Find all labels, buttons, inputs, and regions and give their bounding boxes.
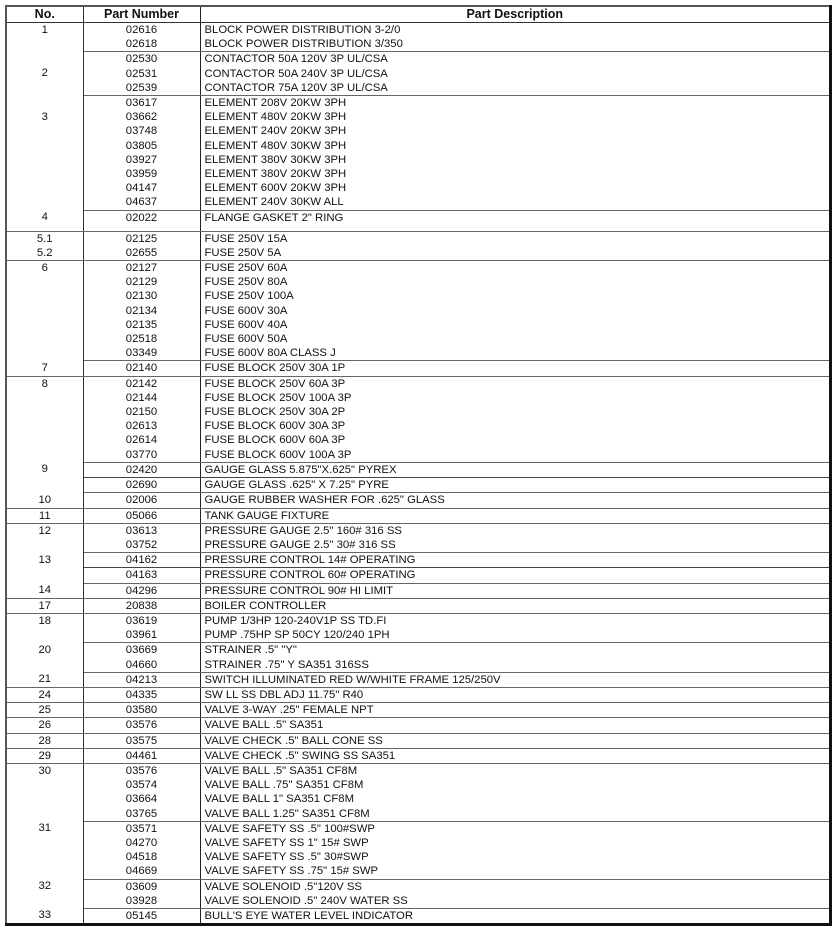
item-number	[6, 687, 83, 702]
table-row	[6, 748, 831, 763]
part-description: VALVE BALL .75" SA351 CF8M	[204, 779, 364, 792]
item-number	[6, 748, 83, 763]
item-number-label: 11	[38, 509, 51, 522]
part-description: FUSE 250V 80A	[204, 276, 288, 289]
part-description: TANK GAUGE FIXTURE	[200, 508, 831, 523]
part-number: 03576	[83, 718, 200, 733]
table-row	[6, 332, 831, 346]
part-number: 02129	[83, 275, 200, 289]
item-number-label: 13	[38, 553, 52, 566]
item-number-label: 31	[38, 822, 52, 835]
part-description: CONTACTOR 75A 120V 3P UL/CSA	[200, 81, 831, 96]
item-number	[6, 261, 83, 361]
part-number: 02518	[83, 332, 200, 346]
part-number: 02420	[83, 462, 200, 477]
table-row	[6, 139, 831, 153]
part-description: FUSE BLOCK 250V 60A 3P	[204, 377, 346, 390]
part-number: 02134	[83, 304, 200, 318]
part-description: PUMP 1/3HP 120-240V1P SS TD.FI	[204, 614, 387, 627]
table-row	[6, 405, 831, 419]
table-row	[6, 583, 831, 598]
item-number	[6, 733, 83, 748]
item-number	[6, 361, 83, 376]
item-number	[6, 908, 83, 924]
table-row	[6, 376, 831, 391]
part-description: SWITCH ILLUMINATED RED W/WHITE FRAME 125/250V	[200, 672, 831, 687]
part-description: FUSE BLOCK 250V 30A 1P	[200, 361, 831, 376]
item-number	[6, 210, 83, 231]
part-number: 03805	[83, 139, 200, 153]
item-number	[6, 376, 83, 462]
table-row	[6, 672, 831, 687]
table-row	[6, 778, 831, 792]
table-row	[6, 508, 831, 523]
table-row	[6, 153, 831, 167]
table-row	[6, 894, 831, 909]
part-number: 05145	[83, 908, 200, 924]
part-description: VALVE BALL .5" SA351	[200, 718, 831, 733]
item-number	[6, 672, 83, 687]
table-row	[6, 493, 831, 508]
part-description: ELEMENT 480V 20KW 3PH	[204, 111, 347, 124]
item-number-label: 3	[41, 110, 48, 123]
table-row	[6, 289, 831, 303]
table-row	[6, 478, 831, 493]
item-number-label: 32	[38, 880, 52, 893]
part-description: VALVE CHECK .5" BALL CONE SS	[200, 733, 831, 748]
part-description: ELEMENT 480V 30KW 3PH	[204, 139, 347, 152]
part-description: PRESSURE GAUGE 2.5" 160# 316 SS	[204, 524, 402, 537]
part-description: VALVE SAFETY SS 1" 15# SWP	[204, 836, 369, 849]
part-description: PUMP .75HP SP 50CY 120/240 1PH	[200, 628, 831, 643]
item-number	[6, 643, 83, 672]
item-number-label: 1	[41, 24, 48, 36]
table-row	[6, 318, 831, 332]
part-number: 02144	[83, 391, 200, 405]
item-number-label: 12	[38, 524, 52, 537]
parts-list-table	[5, 5, 832, 926]
item-number: 5.1	[6, 231, 83, 246]
part-number: 03349	[83, 346, 200, 361]
part-description: VALVE SOLENOID .5" 240V WATER SS	[200, 894, 831, 909]
part-number: 04296	[83, 583, 200, 598]
item-number	[6, 613, 83, 642]
part-number: 03752	[83, 538, 200, 553]
item-number-label: 14	[38, 584, 52, 597]
part-number: 03574	[83, 778, 200, 792]
part-description: BLOCK POWER DISTRIBUTION 3-2/0	[204, 24, 401, 36]
item-number-label: 10	[38, 493, 52, 506]
part-description: CONTACTOR 50A 120V 3P UL/CSA	[204, 53, 388, 66]
item-number-label: 4	[41, 211, 48, 224]
part-description: FUSE 250V 60A	[204, 262, 288, 275]
table-row	[6, 850, 831, 864]
part-description: ELEMENT 380V 30KW 3PH	[204, 153, 347, 166]
item-number	[6, 23, 83, 52]
part-number: 03765	[83, 807, 200, 822]
item-number	[6, 763, 83, 821]
part-number: 03959	[83, 167, 200, 181]
table-row	[6, 361, 831, 376]
part-description: FUSE BLOCK 600V 100A 3P	[200, 448, 831, 463]
table-row	[6, 110, 831, 124]
part-description: STRAINER .5" "Y"	[204, 644, 297, 657]
item-number	[6, 703, 83, 718]
part-number: 03617	[83, 96, 200, 111]
table-row	[6, 864, 831, 879]
table-row	[6, 391, 831, 405]
part-number: 03770	[83, 448, 200, 463]
part-description: VALVE BALL 1.25" SA351 CF8M	[200, 807, 831, 822]
item-number	[6, 462, 83, 492]
table-row	[6, 195, 831, 210]
header-no: No.	[6, 6, 83, 23]
part-description: STRAINER .75" Y SA351 316SS	[200, 658, 831, 673]
part-number: 02135	[83, 318, 200, 332]
part-description: FUSE 250V 5A	[200, 246, 831, 261]
part-number: 03961	[83, 628, 200, 643]
table-row	[6, 643, 831, 658]
item-number-label: 17	[38, 599, 52, 612]
item-number	[6, 493, 83, 508]
part-number: 03664	[83, 792, 200, 806]
part-number: 02616	[83, 23, 200, 38]
table-row	[6, 553, 831, 568]
part-number: 05066	[83, 508, 200, 523]
part-number: 02150	[83, 405, 200, 419]
part-description: FUSE BLOCK 250V 100A 3P	[204, 391, 352, 404]
item-number-label: 33	[38, 909, 52, 922]
item-number-label: 28	[38, 734, 52, 747]
item-number-label: 21	[38, 673, 52, 686]
item-number-label: 24	[38, 688, 52, 701]
part-number: 03580	[83, 703, 200, 718]
table-row	[6, 792, 831, 806]
table-row	[6, 433, 831, 447]
part-number: 02531	[83, 67, 200, 81]
part-description: ELEMENT 208V 20KW 3PH	[204, 97, 347, 110]
table-row	[6, 687, 831, 702]
part-description: BULL'S EYE WATER LEVEL INDICATOR	[200, 908, 831, 924]
table-row	[6, 304, 831, 318]
item-number	[6, 508, 83, 523]
table-row	[6, 275, 831, 289]
header-part-number: Part Number	[83, 6, 200, 23]
table-row	[6, 523, 831, 538]
part-description: FUSE 600V 30A	[204, 304, 288, 317]
part-number: 04270	[83, 836, 200, 850]
part-number: 04162	[83, 553, 200, 568]
part-description: FLANGE GASKET 2" RING	[200, 210, 831, 231]
part-number: 02614	[83, 433, 200, 447]
item-number-label: 7	[41, 361, 48, 374]
table-row	[6, 419, 831, 433]
table-row	[6, 96, 831, 111]
part-number: 02127	[83, 261, 200, 276]
part-description: FUSE 600V 50A	[204, 333, 288, 346]
item-number	[6, 583, 83, 598]
part-description: FUSE BLOCK 600V 30A 3P	[204, 420, 346, 433]
part-number: 04163	[83, 568, 200, 583]
part-number: 03669	[83, 643, 200, 658]
part-number: 02142	[83, 376, 200, 391]
part-number: 03575	[83, 733, 200, 748]
table-row	[6, 346, 831, 361]
part-description: FUSE 250V 15A	[204, 232, 288, 245]
part-number: 04669	[83, 864, 200, 879]
part-number: 02530	[83, 52, 200, 67]
part-description: PRESSURE GAUGE 2.5" 30# 316 SS	[200, 538, 831, 553]
table-row	[6, 613, 831, 628]
table-row	[6, 231, 831, 246]
part-number: 02130	[83, 289, 200, 303]
part-number: 04335	[83, 687, 200, 702]
part-number: 04660	[83, 658, 200, 673]
header-row	[6, 6, 831, 23]
part-description: GAUGE GLASS .625" X 7.25" PYRE	[200, 478, 831, 493]
table-row	[6, 52, 831, 67]
part-number: 02618	[83, 37, 200, 52]
part-number: 03571	[83, 821, 200, 836]
part-description: ELEMENT 240V 20KW 3PH	[204, 125, 347, 138]
part-description: SW LL SS DBL ADJ 11.75" R40	[200, 687, 831, 702]
part-description: GAUGE GLASS 5.875"X.625" PYREX	[200, 462, 831, 477]
item-number	[6, 52, 83, 96]
item-number	[6, 598, 83, 613]
part-description: VALVE BALL 1" SA351 CF8M	[204, 793, 354, 806]
part-description: VALVE BALL .5" SA351 CF8M	[204, 764, 358, 777]
item-number-label: 8	[41, 377, 48, 390]
part-number: 02613	[83, 419, 200, 433]
table-row	[6, 81, 831, 96]
part-description: BOILER CONTROLLER	[200, 598, 831, 613]
table-row	[6, 598, 831, 613]
table-row	[6, 733, 831, 748]
table-row	[6, 124, 831, 138]
part-description: PRESSURE CONTROL 90# HI LIMIT	[200, 583, 831, 598]
part-number: 20838	[83, 598, 200, 613]
part-description: FUSE BLOCK 250V 30A 2P	[204, 406, 346, 419]
item-number-label: 29	[38, 749, 52, 762]
part-description: GAUGE RUBBER WASHER FOR .625" GLASS	[200, 493, 831, 508]
item-number-label: 25	[38, 704, 52, 717]
part-description: FUSE 600V 80A CLASS J	[200, 346, 831, 361]
part-description: FUSE 250V 100A	[204, 290, 294, 303]
part-number: 04461	[83, 748, 200, 763]
item-number-label: 20	[38, 643, 52, 656]
table-row	[6, 210, 831, 231]
part-number: 02690	[83, 478, 200, 493]
table-row	[6, 448, 831, 463]
table-row	[6, 703, 831, 718]
item-number-label: 30	[38, 764, 52, 777]
parts-table-body	[6, 23, 831, 925]
item-number-label: 2	[41, 67, 48, 80]
part-description: ELEMENT 600V 20KW 3PH	[204, 182, 347, 195]
part-description: FUSE BLOCK 600V 60A 3P	[204, 434, 346, 447]
part-number: 02022	[83, 210, 200, 231]
table-row	[6, 628, 831, 643]
part-number: 04147	[83, 181, 200, 195]
table-row	[6, 538, 831, 553]
part-description: VALVE SAFETY SS .5" 30#SWP	[204, 851, 369, 864]
part-description: VALVE CHECK .5" SWING SS SA351	[200, 748, 831, 763]
table-row	[6, 37, 831, 52]
part-description: VALVE SOLENOID .5"120V SS	[204, 880, 362, 893]
table-row	[6, 462, 831, 477]
part-number: 03613	[83, 523, 200, 538]
table-row	[6, 181, 831, 195]
item-number	[6, 96, 83, 211]
item-number-label: 9	[41, 463, 48, 476]
table-row	[6, 821, 831, 836]
table-row	[6, 568, 831, 583]
item-number	[6, 553, 83, 583]
part-number: 04637	[83, 195, 200, 210]
table-row	[6, 807, 831, 822]
part-description: CONTACTOR 50A 240V 3P UL/CSA	[204, 67, 388, 80]
item-number	[6, 718, 83, 733]
item-number	[6, 821, 83, 879]
part-description: VALVE SAFETY SS .5" 100#SWP	[204, 822, 375, 835]
part-description: VALVE SAFETY SS .75" 15# SWP	[200, 864, 831, 879]
part-description: PRESSURE CONTROL 14# OPERATING	[200, 553, 831, 568]
item-number-label: 26	[38, 719, 52, 732]
part-number: 02125	[83, 231, 200, 246]
part-description: VALVE 3-WAY .25" FEMALE NPT	[200, 703, 831, 718]
part-description: ELEMENT 240V 30KW ALL	[200, 195, 831, 210]
table-row	[6, 658, 831, 673]
part-number: 04518	[83, 850, 200, 864]
part-description: ELEMENT 380V 20KW 3PH	[204, 168, 347, 181]
table-row	[6, 167, 831, 181]
part-number: 03576	[83, 763, 200, 778]
table-row	[6, 763, 831, 778]
table-row	[6, 879, 831, 894]
item-number-label: 6	[41, 262, 48, 275]
part-description: PRESSURE CONTROL 60# OPERATING	[200, 568, 831, 583]
part-number: 03619	[83, 613, 200, 628]
item-number	[6, 879, 83, 908]
table-row	[6, 261, 831, 276]
part-number: 03662	[83, 110, 200, 124]
table-row	[6, 908, 831, 924]
part-number: 02140	[83, 361, 200, 376]
item-number-label: 18	[38, 614, 52, 627]
item-number: 5.2	[6, 246, 83, 261]
item-number	[6, 523, 83, 552]
part-number: 03928	[83, 894, 200, 909]
table-row	[6, 718, 831, 733]
part-number: 02006	[83, 493, 200, 508]
part-number: 03609	[83, 879, 200, 894]
part-number: 04213	[83, 672, 200, 687]
part-number: 03927	[83, 153, 200, 167]
part-description: FUSE 600V 40A	[204, 318, 288, 331]
header-part-description: Part Description	[200, 6, 831, 23]
part-number: 02539	[83, 81, 200, 96]
part-description: BLOCK POWER DISTRIBUTION 3/350	[200, 37, 831, 52]
table-row	[6, 246, 831, 261]
part-number: 02655	[83, 246, 200, 261]
table-row	[6, 67, 831, 81]
table-row	[6, 836, 831, 850]
table-row	[6, 23, 831, 38]
part-number: 03748	[83, 124, 200, 138]
